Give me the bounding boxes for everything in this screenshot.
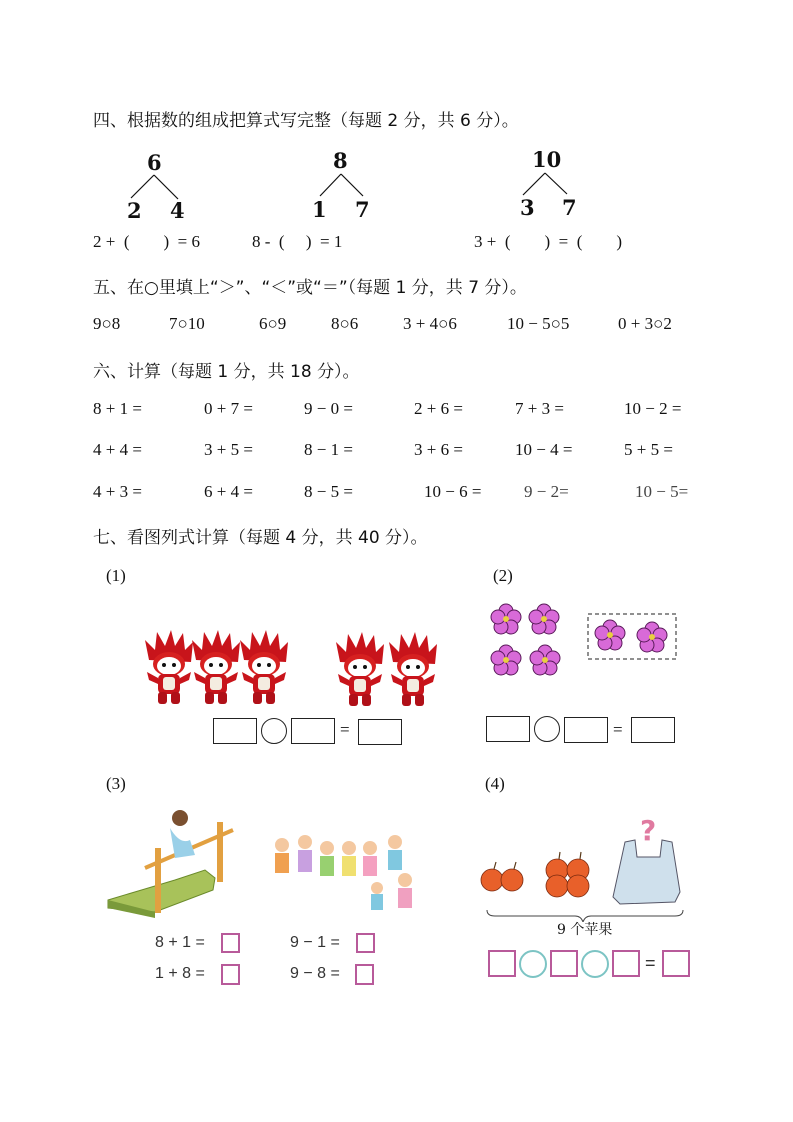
- calc-item[interactable]: 9 − 0 =: [304, 399, 353, 418]
- answer-box[interactable]: [550, 950, 578, 977]
- answer-box[interactable]: [221, 933, 240, 953]
- calc-item[interactable]: 8 − 5 =: [304, 482, 353, 501]
- question-mark-icon: ?: [640, 814, 657, 847]
- children-image: [105, 800, 425, 930]
- calc-item[interactable]: 0 + 7 =: [204, 399, 253, 418]
- operator-circle[interactable]: [534, 716, 560, 742]
- calc-item[interactable]: 9 − 2=: [524, 482, 569, 501]
- calc-item[interactable]: 7 + 3 =: [515, 399, 564, 418]
- answer-box[interactable]: [358, 719, 402, 745]
- equation-text: 9 − 8 =: [290, 965, 340, 982]
- tree-equation[interactable]: 2 + ( ) = 6: [93, 232, 200, 251]
- compare-item[interactable]: 10 − 5○5: [507, 314, 570, 333]
- answer-box[interactable]: [564, 717, 608, 743]
- question-label-4: (4): [485, 774, 505, 793]
- tree-left: 2: [127, 198, 142, 223]
- answer-box[interactable]: [631, 717, 675, 743]
- calc-item[interactable]: 3 + 5 =: [204, 440, 253, 459]
- answer-box[interactable]: [291, 718, 335, 744]
- calc-item[interactable]: 4 + 3 =: [93, 482, 142, 501]
- tree-equation[interactable]: 8 - ( ) = 1: [252, 232, 343, 251]
- compare-item[interactable]: 3 + 4○6: [403, 314, 457, 333]
- answer-box[interactable]: [221, 964, 240, 985]
- equals-sign: =: [645, 953, 656, 973]
- fuwa-mascot-image: [140, 628, 450, 708]
- section5-heading: 五、在○里填上“＞”、“＜”或“＝”（每题 1 分，共 7 分）。: [93, 278, 527, 298]
- answer-box[interactable]: [612, 950, 640, 977]
- tree-top: 8: [333, 148, 348, 173]
- tree-top: 6: [147, 150, 162, 175]
- calc-item[interactable]: 8 + 1 =: [93, 399, 142, 418]
- equation-text: 9 − 1 =: [290, 934, 340, 951]
- compare-item[interactable]: 7○10: [169, 314, 205, 333]
- answer-box[interactable]: [488, 950, 516, 977]
- brace-label: 9 个苹果: [557, 922, 613, 938]
- section7-heading: 七、看图列式计算（每题 4 分，共 40 分）。: [93, 528, 428, 548]
- answer-box[interactable]: [662, 950, 690, 977]
- operator-circle[interactable]: [581, 950, 609, 978]
- apples-and-bag-image: [475, 812, 695, 922]
- calc-item[interactable]: 3 + 6 =: [414, 440, 463, 459]
- tree-left: 3: [520, 195, 535, 220]
- equation-text: 1 + 8 =: [155, 965, 205, 982]
- equals-sign: =: [340, 720, 350, 739]
- compare-item[interactable]: 8○6: [331, 314, 359, 333]
- calc-item[interactable]: 4 + 4 =: [93, 440, 142, 459]
- tree-right: 4: [170, 198, 185, 223]
- tree-left: 1: [312, 197, 327, 222]
- question-label-2: (2): [493, 566, 513, 585]
- tree-equation[interactable]: 3 + ( ) = ( ): [474, 232, 623, 251]
- calc-item[interactable]: 2 + 6 =: [414, 399, 463, 418]
- calc-item[interactable]: 10 − 2 =: [624, 399, 682, 418]
- answer-box[interactable]: [355, 964, 374, 985]
- calc-item[interactable]: 6 + 4 =: [204, 482, 253, 501]
- question-label-1: (1): [106, 566, 126, 585]
- calc-item[interactable]: 10 − 6 =: [424, 482, 482, 501]
- compare-item[interactable]: 9○8: [93, 314, 121, 333]
- section6-heading: 六、计算（每题 1 分，共 18 分）。: [93, 362, 360, 382]
- equals-sign: =: [613, 720, 623, 739]
- equation-text: 8 + 1 =: [155, 934, 205, 951]
- operator-circle[interactable]: [519, 950, 547, 978]
- question-label-3: (3): [106, 774, 126, 793]
- calc-item[interactable]: 10 − 5=: [635, 482, 689, 501]
- tree-right: 7: [562, 195, 577, 220]
- answer-box[interactable]: [356, 933, 375, 953]
- compare-item[interactable]: 6○9: [259, 314, 287, 333]
- section4-heading: 四、根据数的组成把算式写完整（每题 2 分，共 6 分）。: [93, 111, 519, 131]
- flowers-image: [485, 597, 685, 682]
- calc-item[interactable]: 10 − 4 =: [515, 440, 573, 459]
- tree-top: 10: [532, 147, 562, 172]
- calc-item[interactable]: 5 + 5 =: [624, 440, 673, 459]
- tree-right: 7: [355, 197, 370, 222]
- answer-box[interactable]: [213, 718, 257, 744]
- operator-circle[interactable]: [261, 718, 287, 744]
- calc-item[interactable]: 8 − 1 =: [304, 440, 353, 459]
- answer-box[interactable]: [486, 716, 530, 742]
- compare-item[interactable]: 0 + 3○2: [618, 314, 672, 333]
